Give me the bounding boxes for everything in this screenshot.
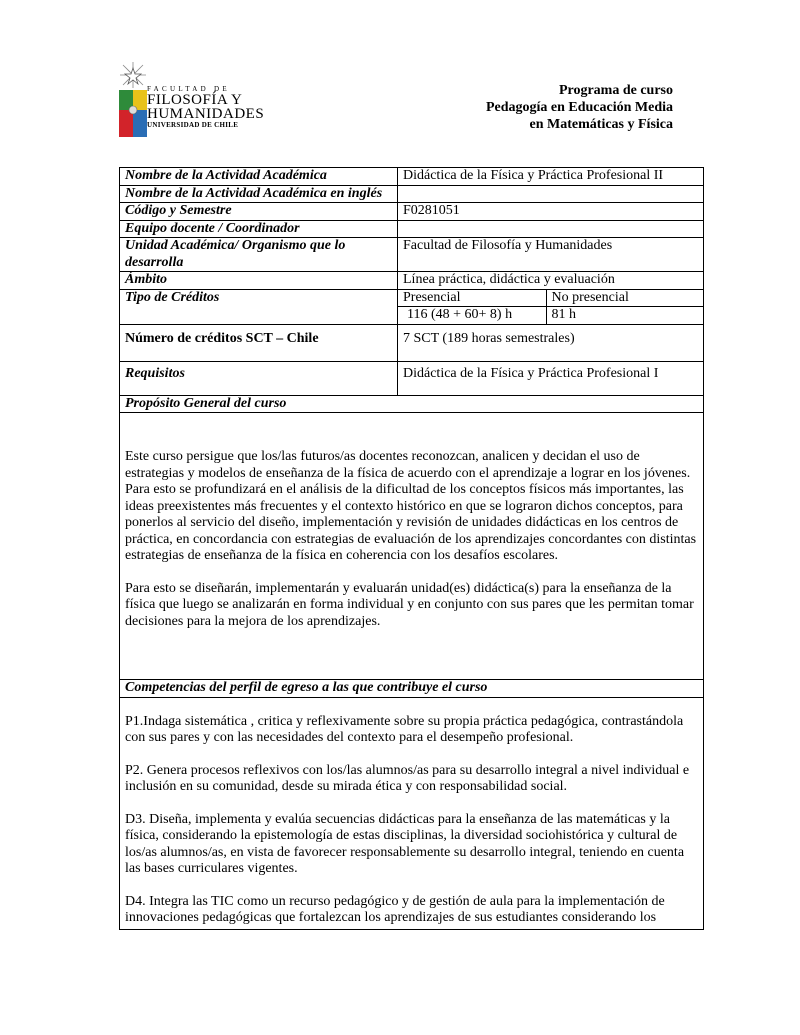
section-body — [120, 413, 704, 680]
table-row: Nombre de la Actividad Académica Didáctica de la Física y Práctica Profesional II — [120, 168, 704, 186]
purpose-paragraph: Para esto se diseñarán, implementarán y evaluarán unidad(es) didáctica(s) para la enseñanza de la física que luego se analizarán en forma individual y en conjunto con sus pares que les permitan tomar decisiones para la mejora de los aprendizajes. — [125, 580, 694, 629]
program-header: Programa de curso Pedagogía en Educación Media en Matemáticas y Física — [485, 83, 673, 132]
table-row: Equipo docente / Coordinador — [120, 220, 704, 238]
competency-item: P1.Indaga sistemática , critica y reflexivamente sobre su propia práctica pedagógica, contrastándola con sus pares y con las necesidades del contexto para el desempeño profesional. — [125, 713, 684, 745]
competency-item: P2. Genera procesos reflexivos con los/las alumnos/as para su desarrollo integral a nivel individual e inclusión en su comunidad, desde su mirada ética y con responsabilidad social. — [125, 762, 690, 794]
faculty-name: FACULTAD DE FILOSOFÍA Y HUMANIDADES UNIVERSIDAD DE CHILE — [147, 85, 265, 129]
table-row: Número de créditos SCT – Chile 7 SCT (189 horas semestrales) — [120, 324, 704, 361]
table-row: Requisitos Didáctica de la Física y Práctica Profesional I — [120, 361, 704, 395]
competency-item: D4. Integra las TIC como un recurso pedagógico y de gestión de aula para la implementación de innovaciones pedagógicas que fortalezcan los aprendizajes de sus estudiantes considerando los — [125, 893, 665, 925]
course-info-table — [119, 167, 704, 930]
credits-subtable: Presencial No presencial 116 (48 + 60+ 8) h 81 h — [398, 290, 703, 324]
competency-item: D3. Diseña, implementa y evalúa secuencias didácticas para la enseñanza de las matemáticas y la física, considerando la epistemología de estas disciplinas, la diversidad sociohistórica y cultural de los/as alumnos/as, en vista de favorecer responsablemente su desarrollo integral, teniendo en cuenta las bases curriculares vigentes. — [125, 811, 685, 876]
section-header: Competencias del perfil de egreso a las que contribuye el curso — [120, 680, 704, 698]
section-body — [120, 697, 704, 929]
table-row: Código y Semestre F0281051 — [120, 203, 704, 221]
table-row: Unidad Académica/ Organismo que lo desarrolla Facultad de Filosofía y Humanidades — [120, 238, 704, 272]
table-row-creditos: Tipo de Créditos Presencial No presencial 116 (48 + 60+ 8) h 81 h — [120, 289, 704, 324]
purpose-paragraph: Este curso persigue que los/las futuros/as docentes reconozcan, analicen y decidan el uso de estrategias y modelos de enseñanza de la física de acuerdo con el aprendizaje a lograr en los jóvenes. Para esto se profundizará en el análisis de la dificultad de los conceptos físicos más importantes, las ideas preexistentes más frecuentes y el contexto histórico en que se lograron dichos conceptos, para ponerlos al servicio del diseño, implementación y revisión de unidades didácticas en los centros de práctica, en concordancia con estrategias de evaluación de los aprendizajes concordantes con distintas estrategias de enseñanza de la física en coherencia con los desafíos escolares. — [125, 449, 697, 563]
table-row: Nombre de la Actividad Académica en inglés — [120, 185, 704, 203]
section-header: Propósito General del curso — [120, 395, 704, 413]
table-row: Ámbito Línea práctica, didáctica y evaluación — [120, 272, 704, 290]
